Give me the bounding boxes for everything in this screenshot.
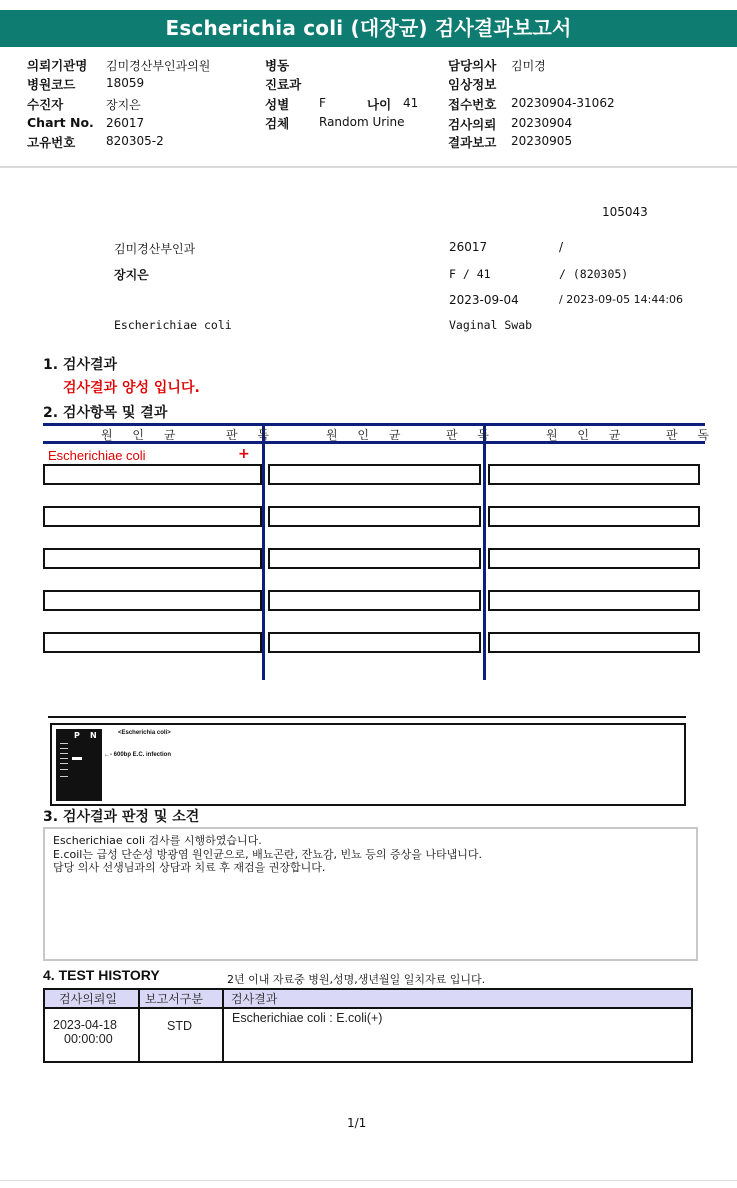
result-cell — [43, 548, 262, 569]
sex-label: 성별 — [265, 97, 290, 112]
positive-band — [72, 757, 82, 760]
col-judgement-header: 판 독 — [666, 428, 717, 442]
col-judgement-header: 판 독 — [226, 428, 277, 442]
result-cell — [268, 590, 481, 611]
history-col-date: 검사의뢰일 — [59, 992, 117, 1006]
gel-top-rule — [48, 716, 686, 718]
patient-value: 장지은 — [106, 98, 141, 112]
gel-caption: <Escherichia coli> — [118, 730, 171, 736]
history-time: 00:00:00 — [64, 1032, 113, 1046]
section1-result: 검사결과 양성 입니다. — [63, 380, 200, 396]
footer-rule — [0, 1180, 737, 1181]
history-table — [43, 988, 693, 1063]
report-date-label: 결과보고 — [448, 135, 497, 150]
result-cell — [43, 632, 262, 653]
doctor-label: 담당의사 — [448, 58, 497, 73]
sex-value: F — [319, 96, 326, 110]
section1-title: 1. 검사결과 — [43, 357, 118, 373]
clinical-info-label: 임상정보 — [448, 77, 497, 92]
result-cell — [488, 632, 700, 653]
request-date-value: 20230904 — [511, 116, 573, 130]
detail-report-datetime: / 2023-09-05 14:44:06 — [559, 293, 684, 306]
gel-band-label: ←- 600bp E.C. infection — [104, 752, 172, 758]
section3-title: 3. 검사결과 판정 및 소견 — [43, 809, 200, 825]
result-cell — [268, 464, 481, 485]
remarks-box — [43, 827, 698, 961]
table-column-divider — [483, 423, 486, 680]
history-note: 2년 이내 자료중 병원,성명,생년월일 일치자료 입니다. — [227, 973, 486, 986]
history-col-divider — [138, 990, 140, 1061]
history-result: Escherichiae coli : E.coli(+) — [232, 1011, 383, 1025]
report-number: 105043 — [602, 205, 648, 219]
age-value: 41 — [403, 96, 419, 110]
department-label: 진료과 — [265, 77, 302, 92]
result-cell — [43, 464, 262, 485]
history-type: STD — [167, 1019, 192, 1033]
result-cell — [268, 506, 481, 527]
result-cell — [488, 548, 700, 569]
result-cell — [268, 632, 481, 653]
hospital-value: 김미경산부인과의원 — [106, 59, 211, 73]
doctor-value: 김미경 — [511, 59, 546, 73]
header-divider — [0, 166, 737, 168]
patient-label: 수진자 — [27, 97, 64, 112]
detail-chart: 26017 — [449, 240, 488, 254]
receipt-no-label: 접수번호 — [448, 97, 497, 112]
page-number: 1/1 — [347, 1116, 367, 1130]
col-judgement-header: 판 독 — [446, 428, 497, 442]
section2-title: 2. 검사항목 및 결과 — [43, 405, 168, 421]
detail-clinic: 김미경산부인과 — [114, 242, 196, 256]
remarks-line: Escherichiae coli 검사를 시행하였습니다. — [53, 834, 262, 847]
result-cell — [488, 506, 700, 527]
result-cell — [43, 590, 262, 611]
report-title: Escherichia coli (대장균) 검사결과보고서 — [0, 10, 737, 47]
unique-no-value: 820305-2 — [106, 134, 164, 148]
detail-collect-date: 2023-09-04 — [449, 293, 519, 307]
unique-no-label: 고유번호 — [27, 135, 76, 150]
hospital-code-label: 병원코드 — [27, 77, 76, 92]
section4-title: 4. TEST HISTORY — [43, 967, 160, 983]
history-col-result: 검사결과 — [231, 992, 278, 1006]
chart-no-label: Chart No. — [27, 115, 94, 130]
table-column-divider — [262, 423, 265, 680]
detail-sex-age: F / 41 — [449, 267, 491, 281]
gel-electrophoresis-image — [56, 729, 102, 801]
remarks-line: 담당 의사 선생님과의 상담과 치료 후 재검을 권장합니다. — [53, 861, 326, 874]
result-cell — [488, 590, 700, 611]
lane-n-label: N — [90, 731, 97, 740]
detail-name: 장지은 — [114, 268, 149, 282]
hospital-code-value: 18059 — [106, 76, 145, 90]
gel-image-panel — [50, 723, 686, 806]
receipt-no-value: 20230904-31062 — [511, 96, 615, 110]
detail-birth: / (820305) — [559, 267, 629, 281]
age-label: 나이 — [367, 97, 392, 112]
hospital-label: 의뢰기관명 — [27, 58, 88, 73]
col-pathogen-header: 원 인 균 — [101, 428, 184, 442]
result-judgement: + — [238, 446, 250, 462]
history-date: 2023-04-18 — [53, 1018, 117, 1032]
history-header-row — [45, 990, 691, 1009]
remarks-line: E.coil는 급성 단순성 방광염 원인균으로, 배뇨곤란, 잔뇨감, 빈뇨 등의 증상을 나타냅니다. — [53, 847, 482, 861]
report-date-value: 20230905 — [511, 134, 573, 148]
result-pathogen: Escherichiae coli — [48, 448, 146, 463]
ward-label: 병동 — [265, 58, 290, 73]
col-pathogen-header: 원 인 균 — [326, 428, 409, 442]
history-col-divider — [222, 990, 224, 1061]
history-col-type: 보고서구분 — [145, 992, 203, 1006]
specimen-label: 검체 — [265, 116, 290, 131]
result-cell — [268, 548, 481, 569]
specimen-value: Random Urine — [319, 115, 405, 129]
result-cell — [43, 506, 262, 527]
chart-no-value: 26017 — [106, 116, 145, 130]
col-pathogen-header: 원 인 균 — [546, 428, 629, 442]
request-date-label: 검사의뢰 — [448, 117, 497, 132]
result-cell — [488, 464, 700, 485]
detail-slash: / — [559, 240, 564, 254]
detail-test-name: Escherichiae coli — [114, 318, 232, 332]
lane-p-label: P — [74, 731, 80, 740]
detail-specimen: Vaginal Swab — [449, 318, 533, 332]
